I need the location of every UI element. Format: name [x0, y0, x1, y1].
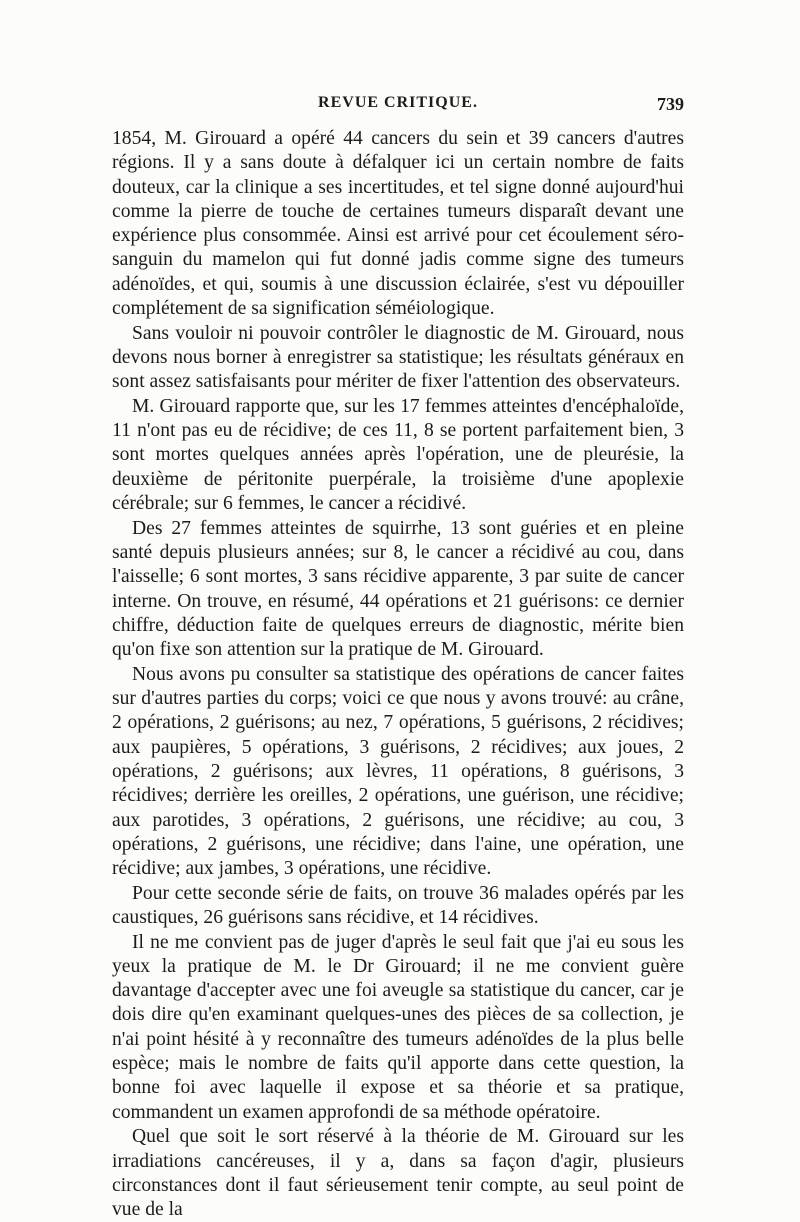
paragraph-3: M. Girouard rapporte que, sur les 17 femmes atteintes d'encéphaloïde, 11 n'ont pas eu de récidive; de ces 11, 8 se portent parfaitement bien, 3 sont mortes quelques années après l'opération, une de pleurésie, la deuxième de péritonite puerpérale, la troisième d'une apoplexie cérébrale; sur 6 femmes, le cancer a récidivé. — [112, 395, 684, 515]
paragraph-1: 1854, M. Girouard a opéré 44 cancers du sein et 39 cancers d'autres régions. Il y a sans doute à défalquer ici un certain nombre de faits douteux, car la clinique a ses incertitudes, et tel signe donné aujourd'hui comme la pierre de touche de certaines tumeurs disparaît devant une expérience plus consommée. Ainsi est arrivé pour cet écoulement séro-sanguin du mamelon qui fut donné jadis comme signe des tumeurs adénoïdes, et qui, soumis à une discussion éclairée, s'est vu dépouiller complétement de sa signification séméiologique. — [112, 128, 684, 320]
body-text — [112, 127, 684, 1222]
paragraph-7: Il ne me convient pas de juger d'après le seul fait que j'ai eu sous les yeux la pratique de M. le Dr Girouard; il ne me convient guère davantage d'accepter avec une foi aveugle sa statistique du cancer, car je dois dire qu'en examinant quelques-unes des pièces de sa collection, je n'ai point hésité à y reconnaître des tumeurs adénoïdes de la plus belle espèce; mais le nombre de faits qu'il apporte dans cette question, la bonne foi avec laquelle il expose et sa théorie et sa pratique, commandent un examen approfondi de sa méthode opératoire. — [112, 931, 684, 1123]
paragraph-2: Sans vouloir ni pouvoir contrôler le diagnostic de M. Girouard, nous devons nous borner à enregistrer sa statistique; les résultats généraux en sont assez satisfaisants pour mériter de fixer l'attention des observateurs. — [112, 322, 684, 393]
running-title: REVUE CRITIQUE. — [318, 94, 478, 111]
paragraph-8: Quel que soit le sort réservé à la théorie de M. Girouard sur les irradiations cancéreuses, il y a, dans sa façon d'agir, plusieurs circonstances dont il faut sérieusement tenir compte, au seul point de vue de la — [112, 1126, 684, 1221]
page-header — [112, 94, 684, 120]
paragraph-6: Pour cette seconde série de faits, on trouve 36 malades opérés par les caustiques, 26 guérisons sans récidive, et 14 récidives. — [112, 882, 684, 928]
paragraph-5: Nous avons pu consulter sa statistique des opérations de cancer faites sur d'autres parties du corps; voici ce que nous y avons trouvé: au crâne, 2 opérations, 2 guérisons; au nez, 7 opérations, 5 guérisons, 2 récidives; aux paupières, 5 opérations, 3 guérisons, 2 récidives; aux joues, 2 opérations, 2 guérisons; aux lèvres, 11 opérations, 8 guérisons, 3 récidives; derrière les oreilles, 2 opérations, une guérison, une récidive; aux parotides, 3 opérations, 2 guérisons, une récidive; au cou, 3 opérations, 2 guérisons, une récidive; dans l'aine, une opération, une récidive; aux jambes, 3 opérations, une récidive. — [112, 663, 684, 880]
paragraph-4: Des 27 femmes atteintes de squirrhe, 13 sont guéries et en pleine santé depuis plusieurs années; sur 8, le cancer a récidivé au cou, dans l'aisselle; 6 sont mortes, 3 sans récidive apparente, 3 par suite de cancer interne. On trouve, en résumé, 44 opérations et 21 guérisons: ce dernier chiffre, déduction faite de quelques erreurs de diagnostic, mérite bien qu'on fixe son attention sur la pratique de M. Girouard. — [112, 517, 684, 661]
page-number: 739 — [657, 94, 684, 114]
